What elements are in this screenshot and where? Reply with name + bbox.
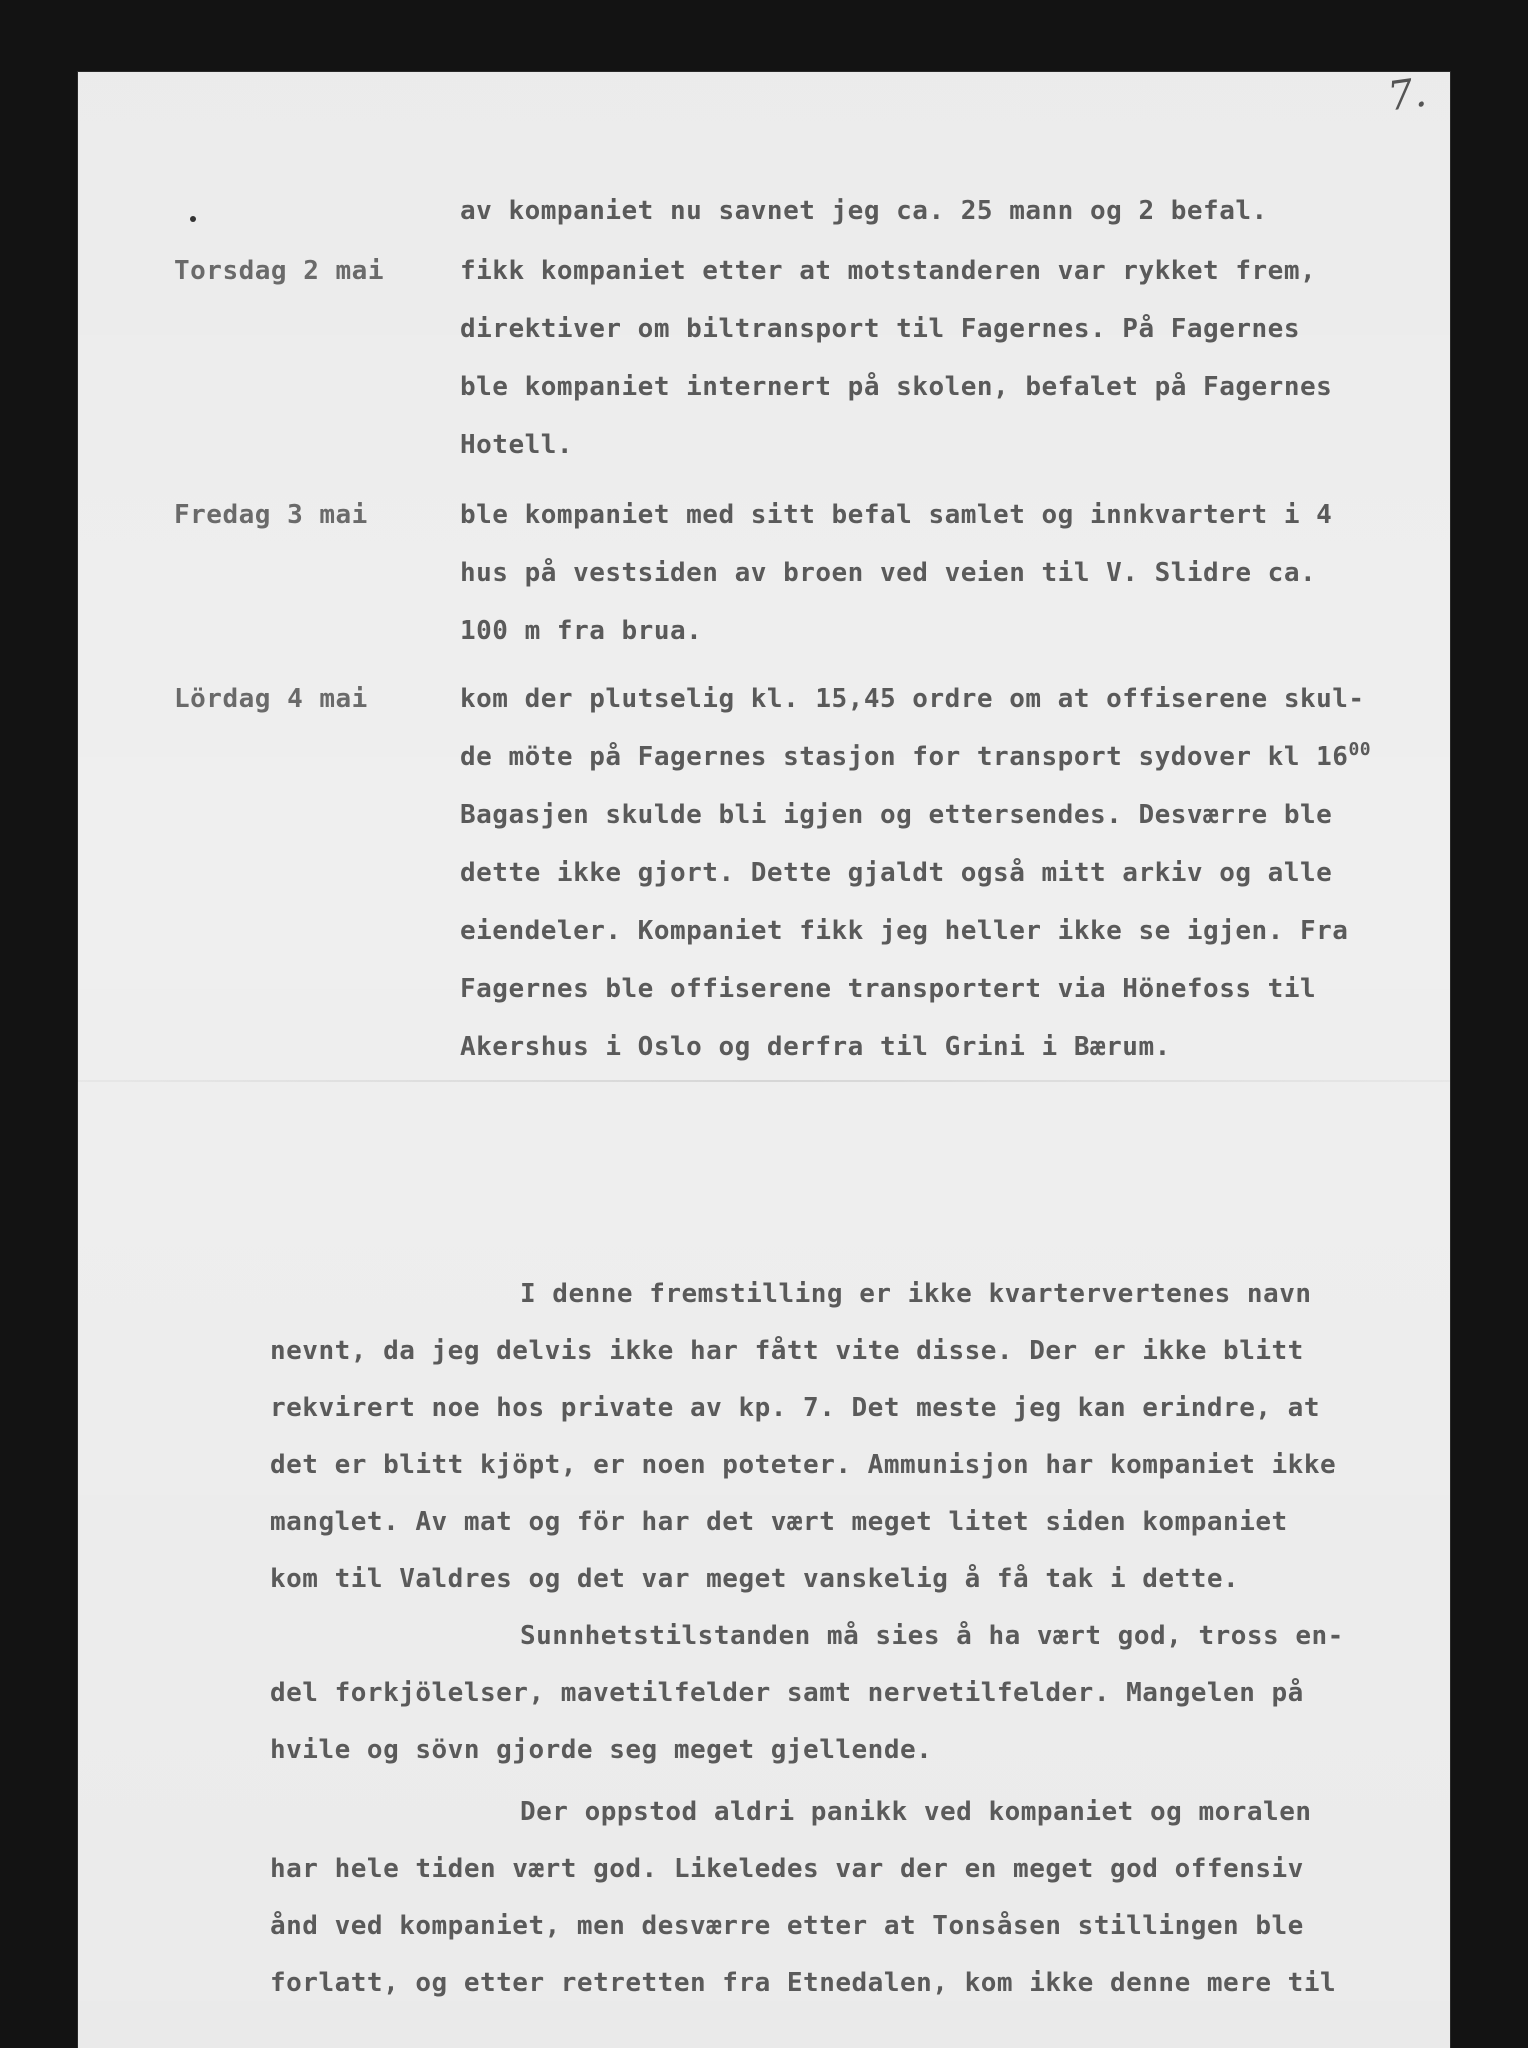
- entry-line-with-time: [460, 728, 1371, 789]
- closing-line: Der oppstod aldri panikk ved kompaniet og moralen: [520, 1797, 1312, 1827]
- entry-line: Fagernes ble offiserene transportert via Hönefoss til: [460, 974, 1317, 1004]
- closing-line: Sunnhetstilstanden må sies å ha vært god, tross en-: [520, 1621, 1344, 1651]
- closing-line: har hele tiden vært god. Likeledes var der en meget god offensiv: [270, 1854, 1304, 1884]
- closing-line: kom til Valdres og det var meget vanskelig å få tak i dette.: [270, 1564, 1240, 1594]
- closing-line: del forkjölelser, mavetilfelder samt nervetilfelder. Mangelen på: [270, 1678, 1304, 1708]
- entry-line: Akershus i Oslo og derfra til Grini i Bærum.: [460, 1032, 1171, 1062]
- entry-line: ble kompaniet med sitt befal samlet og innkvartert i 4: [460, 500, 1333, 530]
- entry-line: eiendeler. Kompaniet fikk jeg heller ikke se igjen. Fra: [460, 916, 1349, 946]
- entry-line: fikk kompaniet etter at motstanderen var rykket frem,: [460, 256, 1317, 286]
- margin-dot: [190, 216, 196, 222]
- paper-fold-line: [78, 1080, 1450, 1082]
- entry-line: de möte på Fagernes stasjon for transport sydover kl 16: [460, 742, 1349, 772]
- entry-line: ble kompaniet internert på skolen, befalet på Fagernes: [460, 372, 1333, 402]
- entry-line: dette ikke gjort. Dette gjaldt også mitt arkiv og alle: [460, 858, 1333, 888]
- closing-line: forlatt, og etter retretten fra Etnedalen, kom ikke denne mere til: [270, 1968, 1337, 1998]
- closing-line: I denne fremstilling er ikke kvartervertenes navn: [520, 1279, 1312, 1309]
- time-superscript: 00: [1348, 739, 1372, 760]
- entry-date: Torsdag 2 mai: [174, 256, 384, 286]
- closing-line: hvile og sövn gjorde seg meget gjellende.: [270, 1735, 933, 1765]
- entry-line: Hotell.: [460, 430, 574, 460]
- entry-line: direktiver om biltransport til Fagernes. På Fagernes: [460, 314, 1300, 344]
- closing-line: manglet. Av mat og för har det vært meget litet siden kompaniet: [270, 1507, 1288, 1537]
- closing-line: rekvirert noe hos private av kp. 7. Det meste jeg kan erindre, at: [270, 1393, 1320, 1423]
- entry-line: 100 m fra brua.: [460, 616, 703, 646]
- closing-line: nevnt, da jeg delvis ikke har fått vite disse. Der er ikke blitt: [270, 1336, 1304, 1366]
- document-page: [78, 69, 1450, 2048]
- entry-date: Fredag 3 mai: [174, 500, 368, 530]
- text-line: av kompaniet nu savnet jeg ca. 25 mann og 2 befal.: [460, 196, 1268, 226]
- closing-line: ånd ved kompaniet, men desværre etter at Tonsåsen stillingen ble: [270, 1911, 1304, 1941]
- closing-line: det er blitt kjöpt, er noen poteter. Ammunisjon har kompaniet ikke: [270, 1450, 1337, 1480]
- entry-date: Lördag 4 mai: [174, 684, 368, 714]
- entry-line: kom der plutselig kl. 15,45 ordre om at offiserene skul-: [460, 684, 1365, 714]
- entry-line: hus på vestsiden av broen ved veien til V. Slidre ca.: [460, 558, 1317, 588]
- entry-line: Bagasjen skulde bli igjen og ettersendes. Desværre ble: [460, 800, 1333, 830]
- page-number: 7.: [1384, 69, 1430, 121]
